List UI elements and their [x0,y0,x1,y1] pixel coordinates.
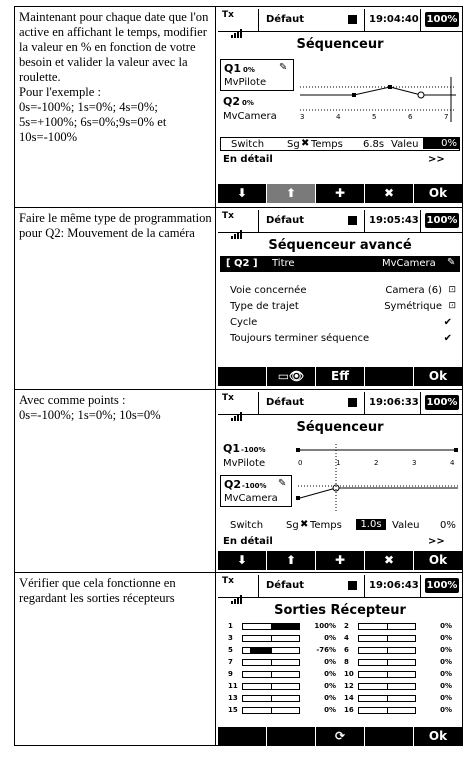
graph-ticks [298,459,462,471]
temps-column: Temps [310,520,342,531]
function-key-bar [218,184,462,203]
status-bar [218,392,462,415]
channel-value: 0% [324,670,336,678]
tick-label: 2 [374,459,379,467]
clock: 19:06:43 [369,580,419,591]
list-item[interactable] [230,333,456,349]
valeur-column: Valeu [392,520,420,531]
model-name: Défaut [266,397,305,408]
tick-label: 1 [336,459,341,467]
channel-number: 16 [344,706,354,714]
tick-label: 5 [372,113,377,121]
add-icon[interactable]: ✚ [316,551,365,570]
status-bar [218,210,462,233]
channel-bar-fill [271,624,299,629]
row-description: Faire le même type de programmation pour Q2: Mouvement de la caméra [19,211,212,240]
tx-label: Tx [222,576,234,586]
channel-value: 0% [440,634,452,642]
channel-value: 0% [324,658,336,666]
servo-view-icon[interactable]: ▭👁 [267,367,316,386]
tick-label: 7 [444,113,449,121]
channel-value: 0% [440,706,452,714]
channel-bar [358,695,416,702]
detail-link[interactable]: En détail [223,154,273,165]
settings-list [230,285,456,349]
channel-number: 7 [228,658,233,666]
transmitter-screen [218,210,462,388]
screen-title: Séquenceur avancé [268,238,412,253]
instruction-table [14,6,463,746]
item-label: Voie concernée [230,285,307,296]
ok-button[interactable]: Ok [414,367,462,386]
model-name: Défaut [266,580,305,591]
channel-number: 11 [228,682,238,690]
q2-percent: -100% [242,482,267,490]
channel-output [344,693,460,705]
title-value[interactable]: MvCamera [382,258,436,269]
channel-value: 0% [324,682,336,690]
channel-number: 2 [344,622,349,630]
channel-number: 5 [228,646,233,654]
channel-value: 0% [440,622,452,630]
graph-ticks [296,113,462,125]
detail-link[interactable]: En détail [223,536,273,547]
up-arrow-icon[interactable]: ⬆ [267,184,316,203]
screen-title: Séquenceur [296,420,384,435]
channel-number: 6 [344,646,349,654]
temps-column: Temps [311,139,343,150]
valeur-column: Valeu [391,139,419,150]
screen-title: Séquenceur [296,37,384,52]
delete-x-icon: ✖ [300,519,309,530]
empty-key [218,727,267,746]
signal-bars-icon [231,402,243,412]
row-description: Avec comme points : 0s=-100%; 1s=0%; 10s=0% [19,393,161,422]
temps-value[interactable]: 6.8s [363,139,385,150]
switch-column[interactable]: Switch [231,139,265,150]
table-row [15,390,462,573]
battery-indicator: 100% [426,14,458,25]
empty-key [365,727,414,746]
channel-number: 10 [344,670,354,678]
empty-key [365,367,414,386]
clock: 19:05:43 [369,215,419,226]
channel-number: 13 [228,694,238,702]
channel-output [228,621,344,633]
channel-bar [242,659,300,666]
channel-output [228,693,344,705]
channel-number: 3 [228,634,233,642]
channel-output [344,657,460,669]
model-name: Défaut [266,215,305,226]
q2-label: Q2 [224,478,242,491]
channel-value: 0% [440,658,452,666]
refresh-icon[interactable]: ⟳ [316,727,365,746]
eff-button[interactable]: Eff [316,367,365,386]
channel-output [344,669,460,681]
item-value: Symétrique [384,301,442,312]
battery-indicator: 100% [426,580,458,591]
sg-column: Sg [287,139,300,150]
function-key-bar [218,727,462,746]
channel-bar [242,647,300,654]
channel-number: 9 [228,670,233,678]
channel-value: 0% [324,634,336,642]
switch-column[interactable]: Switch [230,520,264,531]
tx-label: Tx [222,10,234,20]
edit-icon[interactable]: ✎ [278,478,287,489]
table-row [15,573,462,745]
up-arrow-icon[interactable]: ⬆ [267,551,316,570]
channel-output [228,633,344,645]
point-editor-row [220,137,460,151]
table-row [15,7,462,208]
channel-value: 0% [440,646,452,654]
delete-icon[interactable]: ✖ [365,551,414,570]
channel-bar [242,635,300,642]
channel-output [344,645,460,657]
q1-percent: -100% [241,446,266,454]
channel-bar [242,683,300,690]
list-item[interactable] [230,317,456,333]
ok-button[interactable]: Ok [414,551,462,570]
channel-value: 100% [314,622,336,630]
q2-name: MvCamera [223,111,277,122]
ok-button[interactable]: Ok [414,184,462,203]
add-icon[interactable]: ✚ [316,184,365,203]
channel-number: 1 [228,622,233,630]
clock: 19:04:40 [369,14,419,25]
title-label: Titre [272,258,295,269]
function-key-bar [218,551,462,570]
empty-key [218,367,267,386]
channel-grid [228,621,460,721]
q1-percent: 0% [243,66,255,74]
empty-key [267,727,316,746]
detail-arrow[interactable]: >> [428,154,445,165]
valeur-value[interactable]: 0% [423,138,459,149]
channel-bar [242,623,300,630]
battery-indicator: 100% [426,215,458,226]
transmitter-screen [218,392,462,571]
tick-label: 3 [412,459,417,467]
clock: 19:06:33 [369,397,419,408]
channel-bar [358,623,416,630]
q2-name: MvCamera [224,493,278,504]
channel-number: 12 [344,682,354,690]
channel-bar [242,695,300,702]
channel-bar [242,707,300,714]
channel-bar [358,647,416,654]
channel-output [228,705,344,717]
screen-title: Sorties Récepteur [274,603,406,618]
stop-square-icon [348,15,357,24]
channel-output [228,645,344,657]
tick-label: 3 [300,113,305,121]
valeur-value[interactable]: 0% [440,520,456,531]
checkmark-icon[interactable]: ✔ [443,333,452,344]
channel-bar [358,707,416,714]
q2-label: Q2 [223,95,241,108]
q1-label: Q1 [223,442,241,455]
channel-value: 0% [324,706,336,714]
table-row [15,208,462,390]
dropdown-icon[interactable]: ⊡ [448,301,456,311]
stop-square-icon [348,581,357,590]
q2-percent: 0% [242,99,254,107]
tx-label: Tx [222,393,234,403]
channel-number: 14 [344,694,354,702]
tick-label: 4 [336,113,341,121]
signal-bars-icon [231,585,243,595]
transmitter-screen [218,9,462,206]
item-label: Cycle [230,317,258,328]
delete-icon[interactable]: ✖ [365,184,414,203]
channel-bar-fill [250,648,271,653]
channel-output [228,657,344,669]
item-label: Type de trajet [230,301,299,312]
stop-square-icon [348,216,357,225]
down-arrow-icon[interactable]: ⬇ [218,184,267,203]
channel-output [344,681,460,693]
channel-number: 15 [228,706,238,714]
channel-output [344,633,460,645]
dropdown-icon[interactable]: ⊡ [448,285,456,295]
channel-value: 0% [440,694,452,702]
status-bar [218,9,462,32]
tx-label: Tx [222,211,234,221]
sg-column: Sg [286,520,299,531]
sequence-header[interactable] [220,256,460,272]
channel-output [228,681,344,693]
row-description: Vérifier que cela fonctionne en regardant les sorties récepteurs [19,576,176,605]
channel-output [344,621,460,633]
ok-button[interactable]: Ok [414,727,462,746]
function-key-bar [218,367,462,386]
temps-value[interactable]: 1.0s [356,519,386,530]
battery-indicator: 100% [426,397,458,408]
channel-number: 4 [344,634,349,642]
list-item[interactable] [230,301,456,317]
tick-label: 0 [298,459,303,467]
signal-bars-icon [231,220,243,230]
q1-label: Q1 [224,62,242,75]
channel-bar [242,671,300,678]
channel-bar [358,659,416,666]
status-bar [218,575,462,598]
point-editor-row [220,519,460,533]
signal-bars-icon [231,19,243,29]
transmitter-screen [218,575,462,747]
row-description: Maintenant pour chaque date que l'on active en affichant le temps, modifier la valeur en % en fonction de votre besoin et valider la valeur avec la roulette. Pour l'exemple : 0s=-100%; 1s=0%; 4s=0%; 5s=+100%; 6s=0%;9s=0% et 10s=-100% [19,10,209,144]
edit-icon[interactable]: ✎ [279,62,288,73]
down-arrow-icon[interactable]: ⬇ [218,551,267,570]
sequence-graph [294,438,462,512]
delete-x-icon: ✖ [301,138,310,149]
q2-selector[interactable] [220,475,292,507]
tick-label: 4 [450,459,455,467]
item-value: Camera (6) [385,285,442,296]
q1-selector[interactable] [220,59,294,91]
model-name: Défaut [266,14,305,25]
tick-label: 6 [408,113,413,121]
list-item[interactable] [230,285,456,301]
channel-value: 0% [324,694,336,702]
channel-bar [358,683,416,690]
channel-value: -76% [316,646,336,654]
channel-output [228,669,344,681]
channel-output [344,705,460,717]
channel-bar [358,671,416,678]
channel-value: 0% [440,670,452,678]
sequence-tag: [ Q2 ] [226,258,258,269]
detail-arrow[interactable]: >> [428,536,445,547]
q1-name: MvPilote [224,77,267,88]
q1-name: MvPilote [223,458,266,469]
edit-icon[interactable]: ✎ [447,257,456,268]
item-label: Toujours terminer séquence [230,333,370,344]
channel-value: 0% [440,682,452,690]
checkmark-icon[interactable]: ✔ [443,317,452,328]
channel-bar [358,635,416,642]
channel-number: 8 [344,658,349,666]
stop-square-icon [348,398,357,407]
